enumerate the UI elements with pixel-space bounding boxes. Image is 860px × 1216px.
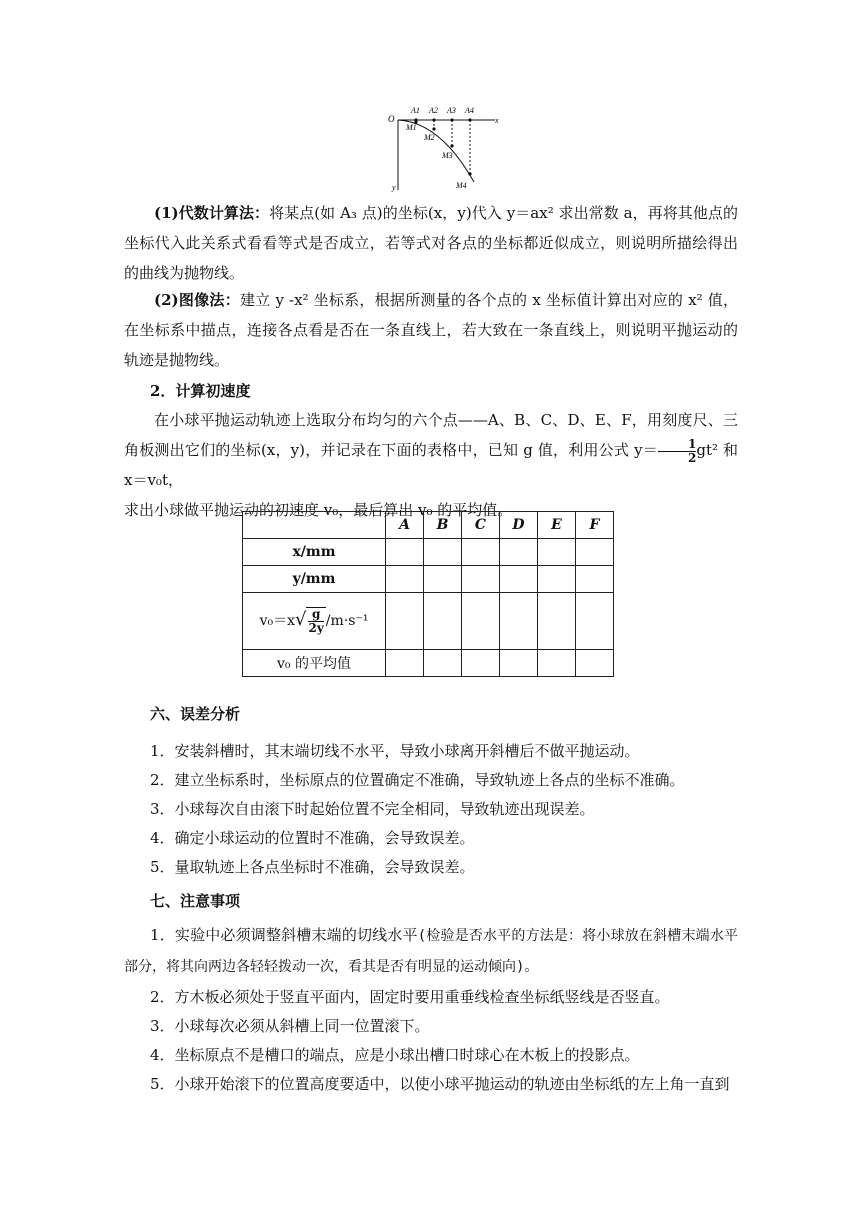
row-label-average: v₀ 的平均值 xyxy=(243,650,386,677)
table-cell xyxy=(538,593,576,650)
record-table xyxy=(242,511,614,677)
row-label-v0 xyxy=(243,593,386,650)
table-cell xyxy=(424,650,462,677)
table-cell xyxy=(500,566,538,593)
sqrt-symbol: √ xyxy=(294,609,307,630)
error-item-2: 2．建立坐标系时，坐标原点的位置确定不准确，导致轨迹上各点的坐标不准确。 xyxy=(150,771,685,789)
note-item-3: 3．小球每次必须从斜槽上同一位置滚下。 xyxy=(150,1017,430,1035)
error-item-3: 3．小球每次自由滚下时起始位置不完全相同，导致轨迹出现误差。 xyxy=(150,800,595,818)
table-cell xyxy=(500,650,538,677)
v0-unit: /m·s⁻¹ xyxy=(325,613,369,629)
section7-heading: 七、注意事项 xyxy=(150,892,241,910)
y-axis-label: y xyxy=(392,183,396,192)
method2-text: 建立 y -x² 坐标系，根据所测量的各个点的 x 坐标值计算出对应的 x² 值，在坐标系中描点，连接各点看是否在一条直线上，若大致在一条直线上，则说明平抛运动的轨迹是抛物线。 xyxy=(124,291,738,369)
table-cell xyxy=(576,593,614,650)
calc-text-1: 在小球平抛运动轨迹上选取分布均匀的六个点——A、B、C、D、E、F，用刻度尺、三角板测出它们的坐标(x，y)，并记录在下面的表格中，已知 g 值，利用公式 y＝ xyxy=(124,411,738,459)
calc-text-3: 求出小球做平抛运动的初速度 v₀，最后算出 v₀ 的平均值。 xyxy=(124,501,513,519)
note-1-detail: (检验是否水平的方法是：将小球放在斜槽末端水平部分，将其向两边各轻轻拨动一次，看其是否有明显的运动倾向)。 xyxy=(124,928,738,975)
table-cell xyxy=(386,566,424,593)
note-item-1 xyxy=(124,920,738,982)
label-a1: A1 xyxy=(411,106,420,115)
error-item-5: 5．量取轨迹上各点坐标时不准确，会导致误差。 xyxy=(150,858,475,876)
table-cell xyxy=(424,593,462,650)
point-m2 xyxy=(432,127,435,130)
method1-paragraph xyxy=(124,198,738,288)
note-item-2: 2．方木板必须处于竖直平面内，固定时要用重垂线检查坐标纸竖线是否竖直。 xyxy=(150,988,670,1006)
note-1-text: 1．实验中必须调整斜槽末端的切线水平 xyxy=(150,926,418,944)
section2-heading: 2．计算初速度 xyxy=(150,382,251,400)
table-cell xyxy=(538,650,576,677)
point-a4 xyxy=(468,118,471,121)
point-a2 xyxy=(432,118,435,121)
table-header-row xyxy=(243,512,614,539)
label-a3: A3 xyxy=(447,106,456,115)
v0-fraction xyxy=(306,607,325,635)
table-row xyxy=(243,650,614,677)
method2-paragraph xyxy=(124,285,738,375)
column-header-c: C xyxy=(462,512,500,539)
label-m1: M1 xyxy=(406,123,417,132)
table-row xyxy=(243,566,614,593)
table-cell xyxy=(500,539,538,566)
calc-text-2: gt² 和 x＝v₀t， xyxy=(124,441,738,489)
table-cell xyxy=(424,539,462,566)
column-header-d: D xyxy=(500,512,538,539)
calc-fraction xyxy=(658,438,696,465)
table-cell xyxy=(500,593,538,650)
table-corner-cell xyxy=(243,512,386,539)
label-a2: A2 xyxy=(429,106,438,115)
table-row xyxy=(243,593,614,650)
trajectory-figure xyxy=(380,100,510,192)
label-m2: M2 xyxy=(424,133,435,142)
calc-fraction-num: 1 xyxy=(658,438,696,452)
table-cell xyxy=(386,539,424,566)
table-cell xyxy=(462,539,500,566)
error-item-1: 1．安装斜槽时，其末端切线不水平，导致小球离开斜槽后不做平抛运动。 xyxy=(150,742,640,760)
table-cell xyxy=(576,650,614,677)
calc-paragraph xyxy=(124,405,738,525)
column-header-a: A xyxy=(386,512,424,539)
table-cell xyxy=(424,566,462,593)
note-item-5: 5．小球开始滚下的位置高度要适中，以使小球平抛运动的轨迹由坐标纸的左上角一直到 xyxy=(150,1075,730,1093)
row-label-x: x/mm xyxy=(243,539,386,566)
table-cell xyxy=(538,539,576,566)
table-cell xyxy=(386,650,424,677)
point-m4 xyxy=(468,172,471,175)
method1-label: (1)代数计算法： xyxy=(154,204,270,222)
table-cell xyxy=(462,593,500,650)
label-m4: M4 xyxy=(456,181,467,190)
calc-fraction-den: 2 xyxy=(688,450,697,465)
point-a3 xyxy=(450,118,453,121)
method1-text: 将某点(如 A₃ 点)的坐标(x，y)代入 y＝ax² 求出常数 a，再将其他点的坐标代入此关系式看看等式是否成立，若等式对各点的坐标都近似成立，则说明所描绘得出的曲线为抛物线。 xyxy=(124,204,738,282)
row-label-y: y/mm xyxy=(243,566,386,593)
table-cell xyxy=(462,566,500,593)
v0-fraction-den: 2y xyxy=(308,621,324,635)
table-cell xyxy=(386,593,424,650)
point-m3 xyxy=(450,144,453,147)
error-item-4: 4．确定小球运动的位置时不准确，会导致误差。 xyxy=(150,829,475,847)
label-a4: A4 xyxy=(465,106,474,115)
table-cell xyxy=(576,566,614,593)
table-cell xyxy=(462,650,500,677)
column-header-e: E xyxy=(538,512,576,539)
v0-formula-prefix: v₀＝x xyxy=(259,613,295,629)
v0-fraction-num: g xyxy=(308,608,323,622)
column-header-f: F xyxy=(576,512,614,539)
table-row xyxy=(243,539,614,566)
table-cell xyxy=(538,566,576,593)
origin-label: O xyxy=(388,114,395,124)
column-header-b: B xyxy=(424,512,462,539)
note-item-4: 4．坐标原点不是槽口的端点，应是小球出槽口时球心在木板上的投影点。 xyxy=(150,1046,640,1064)
x-axis-label: x xyxy=(495,116,499,125)
label-m3: M3 xyxy=(442,151,453,160)
method2-label: (2)图像法： xyxy=(154,291,240,309)
table-cell xyxy=(576,539,614,566)
section6-heading: 六、误差分析 xyxy=(150,705,241,723)
